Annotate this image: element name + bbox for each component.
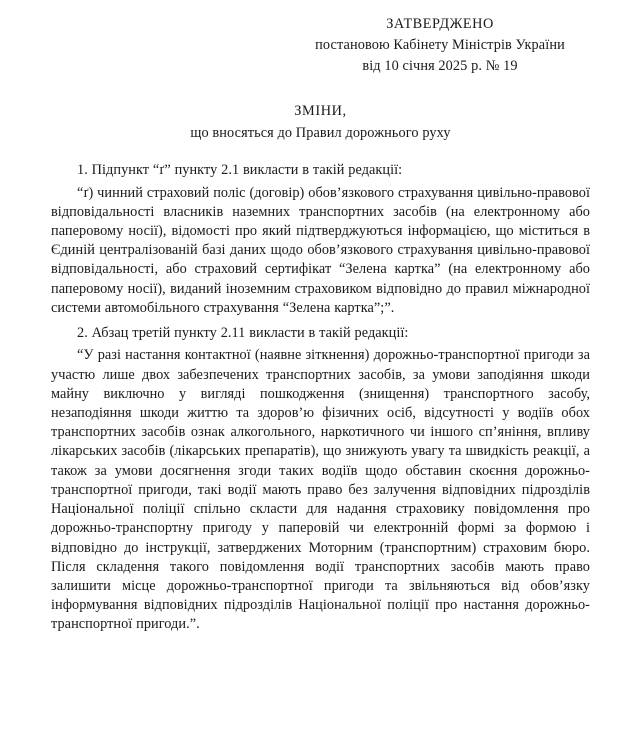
approval-date-number-line: від 10 січня 2025 р. № 19 (362, 58, 518, 75)
clause-text: “ґ) чинний страховий поліс (договір) обов’язкового страхування цивільно-правової відповідальності власників наземних транспортних засобів (на електронному або паперовому носії), відомості про який підтверджуються інформацією, що міститься в Єдиній централізованій базі даних щодо обов’язкового страхування цивільно-правової відповідальності, або страховий сертифікат “Зелена картка” (на електронному або паперовому носії), виданий іноземним страховиком відповідно до правил міжнародної системи автомобільного страхування “Зелена картка”;”. (51, 184, 590, 316)
approval-header (290, 14, 590, 77)
approval-authority-line: постановою Кабінету Міністрів України (315, 37, 565, 54)
clause-intro: 1. Підпункт “ґ” пункту 2.1 викласти в такій редакції: (77, 162, 403, 179)
page-title: ЗМІНИ, (294, 103, 347, 120)
document-title-block (51, 101, 590, 144)
page-subtitle: що вносяться до Правил дорожнього руху (190, 124, 451, 141)
clause-intro: 2. Абзац третій пункту 2.11 викласти в такій редакції: (77, 325, 409, 342)
document-body (51, 161, 590, 634)
clause-text: “У разі настання контактної (наявне зіткнення) дорожньо-транспортної пригоди за участю лише двох забезпечених транспортних засобів, за умови заподіяння шкоди майну виключно у вигляді пошкодження (знищення) транспортного засобу, незаподіяння шкоди життю та здоров’ю фізичних осіб, відсутності у водіїв обох транспортних засобів ознак алкогольного, наркотичного чи іншого сп’яніння, впливу лікарських засобів (лікарських препаратів), що знижують увагу та швидкість реакції, а також за умови досягнення згоди таких водіїв щодо обставин скоєння дорожньо-транспортної пригоди, такі водії мають право без залучення відповідних підрозділів Національної поліції спільно скласти для надання страховику повідомлення про дорожньо-транспортну пригоду у паперовій чи електронній формі за формою і відповідно до інструкції, затверджених Моторним (транспортним) страховим бюро. Після складення такого повідомлення водії транспортних засобів мають право залишити місце дорожньо-транспортної пригоди та звільняються від обов’язку інформування відповідних підрозділів Національної поліції про настання дорожньо-транспортної пригоди.”. (51, 347, 590, 633)
approval-heading: ЗАТВЕРДЖЕНО (386, 16, 494, 32)
clause-item (51, 161, 590, 318)
clause-item (51, 324, 590, 635)
